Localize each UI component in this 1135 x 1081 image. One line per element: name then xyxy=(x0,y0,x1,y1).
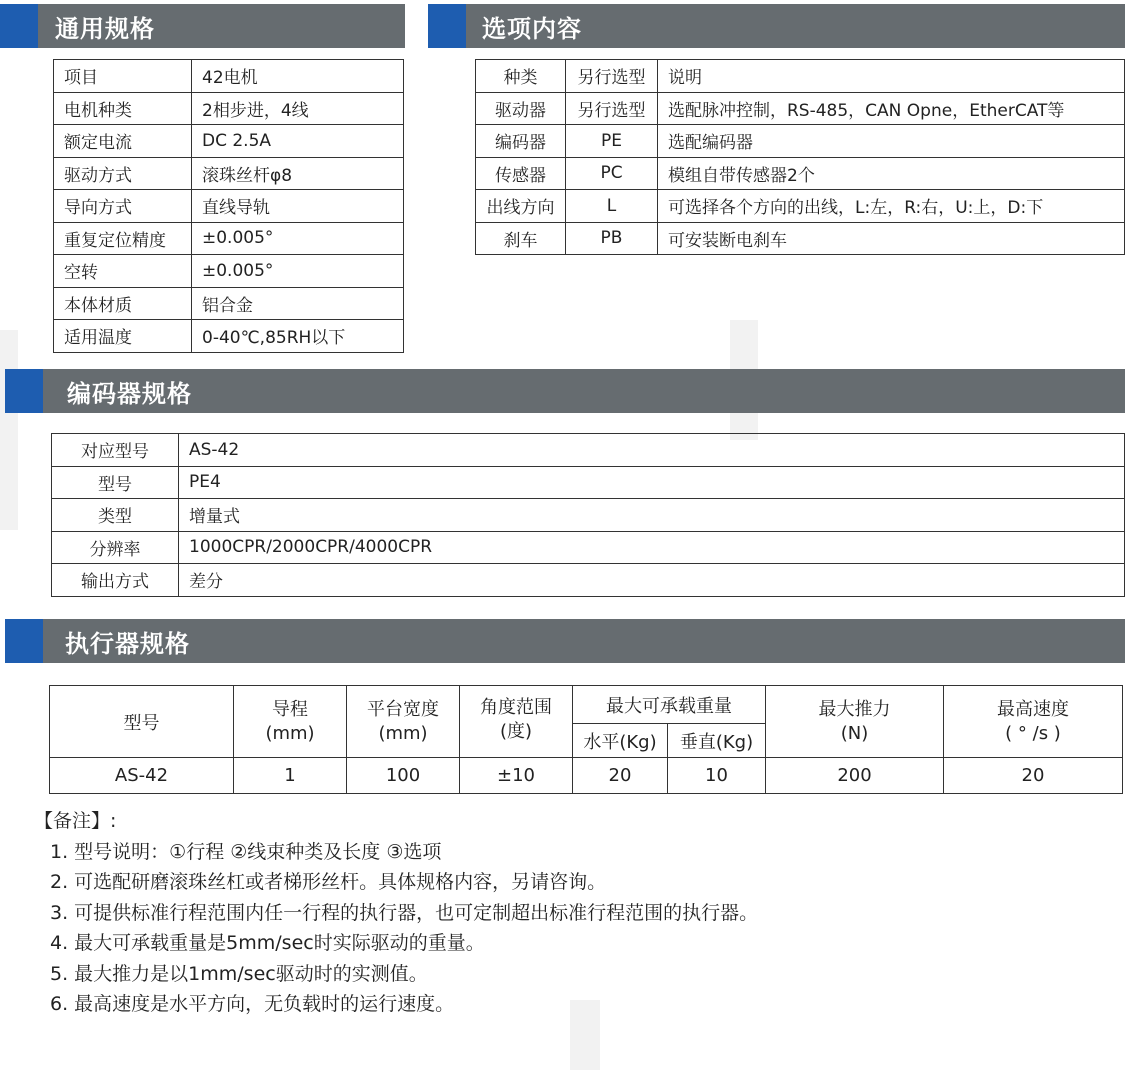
table-row xyxy=(52,499,1125,532)
option-code: PE xyxy=(566,125,658,158)
spec-value: 0-40℃,85RH以下 xyxy=(192,320,404,353)
encoder-label: 型号 xyxy=(52,466,179,499)
option-kind: 编码器 xyxy=(476,125,566,158)
encoder-value: 差分 xyxy=(179,564,1125,597)
header-width xyxy=(347,686,460,758)
table-row xyxy=(54,222,404,255)
header-width-label: 平台宽度 xyxy=(367,698,439,720)
table-row xyxy=(52,564,1125,597)
spec-value: 42电机 xyxy=(192,60,404,93)
option-kind: 种类 xyxy=(476,60,566,93)
header-angle-label: 角度范围 xyxy=(480,697,552,718)
cell-angle: ±10 xyxy=(460,758,573,794)
header-thrust xyxy=(766,686,944,758)
header-accent xyxy=(5,619,43,663)
header-width-unit: (mm) xyxy=(378,722,428,744)
option-kind: 传感器 xyxy=(476,157,566,190)
option-kind: 驱动器 xyxy=(476,92,566,125)
general-specs-table xyxy=(53,59,404,353)
option-desc: 说明 xyxy=(658,60,1125,93)
section-title: 通用规格 xyxy=(55,14,155,43)
header-accent xyxy=(0,4,38,48)
options-table xyxy=(475,59,1125,255)
spec-label: 重复定位精度 xyxy=(54,222,192,255)
encoder-label: 类型 xyxy=(52,499,179,532)
table-row xyxy=(476,190,1125,223)
general-specs-header xyxy=(0,4,405,48)
spec-value: 2相步进，4线 xyxy=(192,92,404,125)
option-code: 另行选型 xyxy=(566,60,658,93)
table-row xyxy=(50,758,1123,794)
options-header xyxy=(428,4,1125,48)
watermark-bar xyxy=(0,330,18,530)
encoder-label: 对应型号 xyxy=(52,434,179,467)
cell-horizontal: 20 xyxy=(573,758,668,794)
encoder-specs-header xyxy=(5,369,1125,413)
cell-vertical: 10 xyxy=(668,758,766,794)
table-row xyxy=(52,466,1125,499)
table-row xyxy=(476,222,1125,255)
header-model: 型号 xyxy=(50,686,234,758)
encoder-value: PE4 xyxy=(179,466,1125,499)
header-speed-unit: ( ° /s ) xyxy=(1005,722,1061,744)
spec-label: 电机种类 xyxy=(54,92,192,125)
spec-value: 直线导轨 xyxy=(192,190,404,223)
section-title: 编码器规格 xyxy=(67,379,192,408)
header-accent xyxy=(428,4,466,48)
option-code: PC xyxy=(566,157,658,190)
header-angle-unit: (度) xyxy=(499,721,533,742)
header-speed xyxy=(944,686,1123,758)
spec-value: 滚珠丝杆φ8 xyxy=(192,157,404,190)
actuator-specs-header xyxy=(5,619,1125,663)
spec-label: 导向方式 xyxy=(54,190,192,223)
header-load: 最大可承载重量 xyxy=(573,686,766,724)
note-item: 2. 可选配研磨滚珠丝杠或者梯形丝杆。具体规格内容，另请咨询。 xyxy=(50,871,607,893)
table-row xyxy=(476,157,1125,190)
note-item: 6. 最高速度是水平方向，无负载时的运行速度。 xyxy=(50,993,455,1015)
notes xyxy=(36,806,758,1020)
option-code: 另行选型 xyxy=(566,92,658,125)
encoder-label: 输出方式 xyxy=(52,564,179,597)
actuator-specs-table xyxy=(49,685,1123,794)
note-item: 4. 最大可承载重量是5mm/sec时实际驱动的重量。 xyxy=(50,932,485,954)
encoder-value: 1000CPR/2000CPR/4000CPR xyxy=(179,531,1125,564)
option-desc: 可选择各个方向的出线，L:左，R:右，U:上，D:下 xyxy=(658,190,1125,223)
option-desc: 可安装断电刹车 xyxy=(658,222,1125,255)
spec-label: 适用温度 xyxy=(54,320,192,353)
encoder-label: 分辨率 xyxy=(52,531,179,564)
cell-width: 100 xyxy=(347,758,460,794)
table-row xyxy=(52,531,1125,564)
spec-label: 项目 xyxy=(54,60,192,93)
section-title: 执行器规格 xyxy=(65,629,190,658)
cell-thrust: 200 xyxy=(766,758,944,794)
notes-heading: 【备注】: xyxy=(34,810,117,832)
table-row xyxy=(54,320,404,353)
option-kind: 出线方向 xyxy=(476,190,566,223)
table-row xyxy=(52,434,1125,467)
header-horizontal: 水平(Kg) xyxy=(573,724,668,758)
table-row xyxy=(54,190,404,223)
table-row xyxy=(54,60,404,93)
note-item: 5. 最大推力是以1mm/sec驱动时的实测值。 xyxy=(50,962,428,985)
spec-value: 铝合金 xyxy=(192,287,404,320)
header-lead xyxy=(234,686,347,758)
table-row xyxy=(476,60,1125,93)
spec-value: ±0.005° xyxy=(192,255,404,288)
header-vertical: 垂直(Kg) xyxy=(668,724,766,758)
table-row xyxy=(54,287,404,320)
spec-label: 本体材质 xyxy=(54,287,192,320)
header-speed-label: 最高速度 xyxy=(997,698,1069,720)
table-row xyxy=(476,92,1125,125)
spec-label: 驱动方式 xyxy=(54,157,192,190)
encoder-value: 增量式 xyxy=(179,499,1125,532)
header-lead-label: 导程 xyxy=(272,698,308,720)
header-thrust-label: 最大推力 xyxy=(818,698,891,720)
cell-model: AS-42 xyxy=(50,758,234,794)
encoder-value: AS-42 xyxy=(179,434,1125,467)
table-row xyxy=(54,92,404,125)
table-row xyxy=(54,255,404,288)
spec-value: ±0.005° xyxy=(192,222,404,255)
table-row xyxy=(476,125,1125,158)
header-accent xyxy=(5,369,43,413)
note-item: 1. 型号说明：①行程 ②线束种类及长度 ③选项 xyxy=(50,840,442,863)
cell-speed: 20 xyxy=(944,758,1123,794)
note-item: 3. 可提供标准行程范围内任一行程的执行器，也可定制超出标准行程范围的执行器。 xyxy=(50,901,759,924)
option-kind: 刹车 xyxy=(476,222,566,255)
header-angle xyxy=(460,686,573,758)
encoder-specs-table xyxy=(51,433,1125,597)
table-row xyxy=(54,125,404,158)
table-row xyxy=(54,157,404,190)
option-desc: 选配脉冲控制，RS-485，CAN Opne，EtherCAT等 xyxy=(658,92,1125,125)
option-code: L xyxy=(566,190,658,223)
section-title: 选项内容 xyxy=(482,14,582,43)
option-desc: 选配编码器 xyxy=(658,125,1125,158)
option-desc: 模组自带传感器2个 xyxy=(658,157,1125,190)
cell-lead: 1 xyxy=(234,758,347,794)
header-lead-unit: (mm) xyxy=(265,722,315,744)
spec-label: 空转 xyxy=(54,255,192,288)
option-code: PB xyxy=(566,222,658,255)
spec-label: 额定电流 xyxy=(54,125,192,158)
header-thrust-unit: (N) xyxy=(840,722,869,744)
spec-value: DC 2.5A xyxy=(192,125,404,158)
